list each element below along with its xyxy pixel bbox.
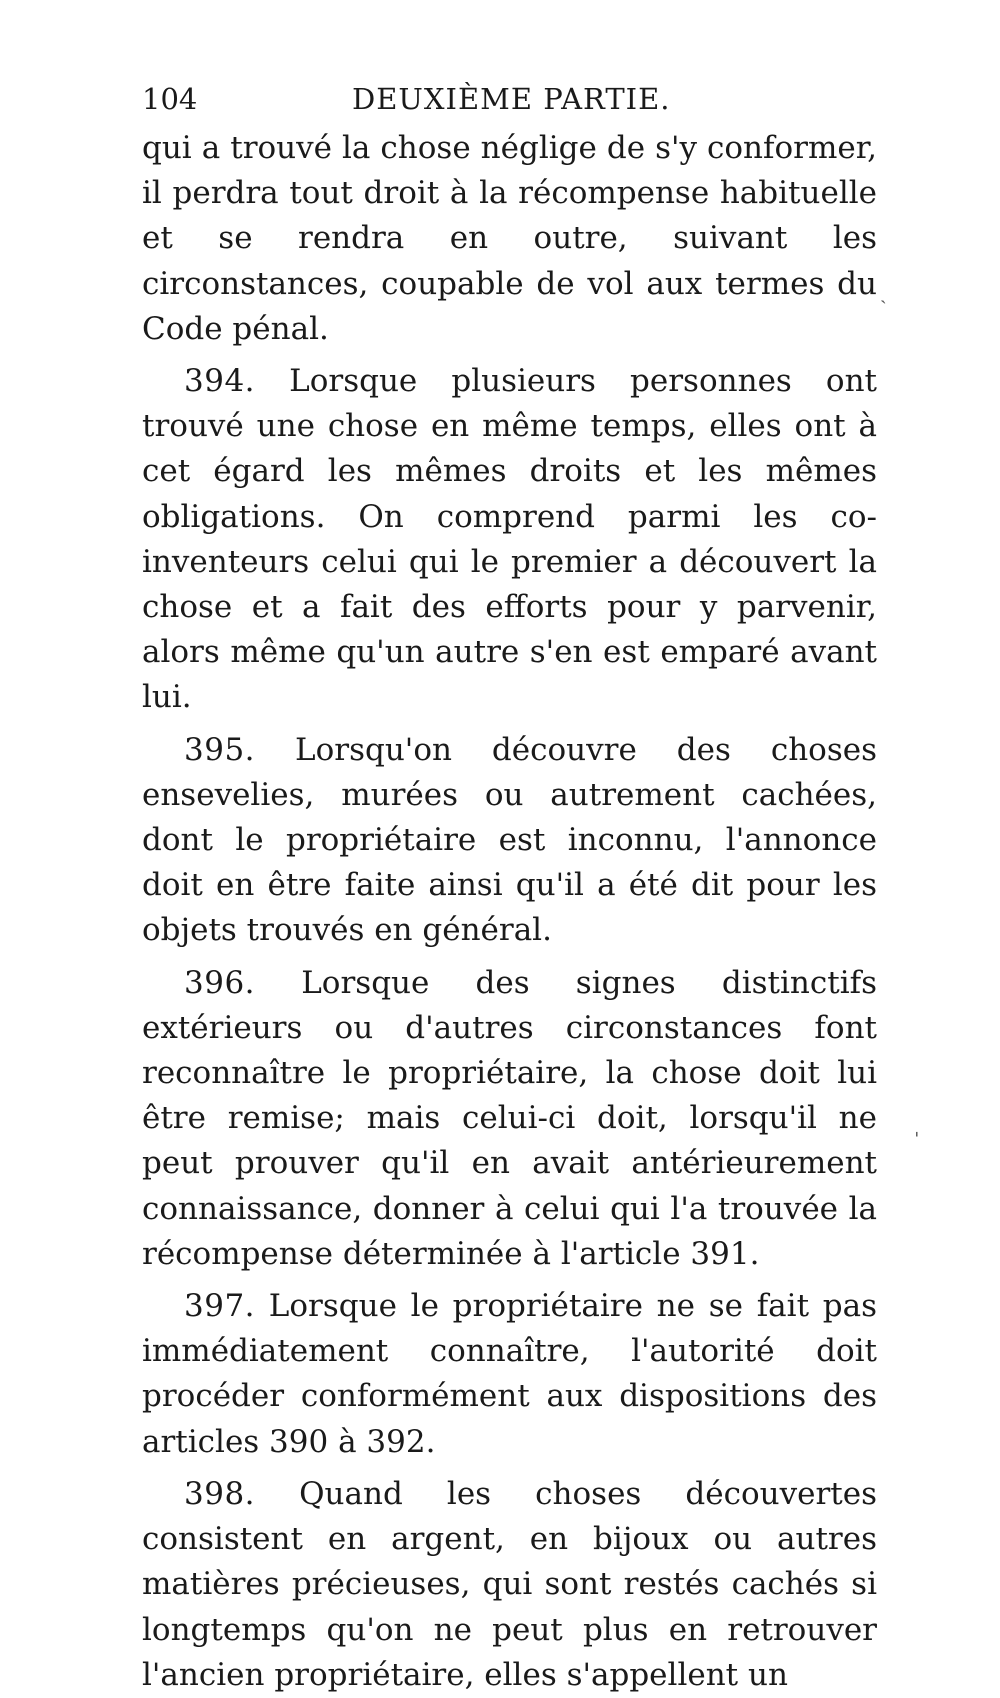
article-395	[142, 728, 877, 954]
article-number: 394.	[184, 363, 256, 400]
article-394	[142, 359, 877, 721]
article-396	[142, 961, 877, 1277]
article-398	[142, 1472, 877, 1698]
article-text: Lorsque le propriétaire ne se fait pas immédiatement connaître, l'autorité doit procéder conformément aux dispositions des articles 390 à 392.	[142, 1288, 877, 1460]
article-397	[142, 1284, 877, 1465]
article-text: Lorsque plusieurs personnes ont trouvé une chose en même temps, elles ont à cet égard les mêmes droits et les mêmes obligations. On comprend parmi les co-inventeurs celui qui le premier a découvert la chose et a fait des efforts pour y parvenir, alors même qu'un autre s'en est emparé avant lui.	[142, 363, 877, 716]
paragraph-continuation	[142, 126, 877, 352]
article-text: Lorsqu'on découvre des choses ensevelies, murées ou autrement cachées, dont le propriétaire est inconnu, l'annonce doit en être faite ainsi qu'il a été dit pour les objets trouvés en général.	[142, 731, 877, 949]
article-number: 397.	[184, 1288, 256, 1325]
article-number: 396.	[184, 964, 256, 1001]
article-number: 395.	[184, 731, 256, 768]
article-text: Quand les choses découvertes consistent en argent, en bijoux ou autres matières précieuses, qui sont restés cachés si longtemps qu'on ne peut plus en retrouver l'ancien propriétaire, elles s'appellent un	[142, 1475, 877, 1693]
paragraph-text: qui a trouvé la chose néglige de s'y conformer, il perdra tout droit à la récompense habituelle et se rendra en outre, suivant les circonstances, coupable de vol aux termes du Code pénal.	[142, 130, 877, 347]
body-text	[142, 126, 877, 1698]
article-text: Lorsque des signes distinctifs extérieurs ou d'autres circonstances font reconnaître le propriétaire, la chose doit lui être remise; mais celui-ci doit, lorsqu'il ne peut prouver qu'il en avait antérieurement connaissance, donner à celui qui l'a trouvée la récompense déterminée à l'article 391.	[142, 964, 877, 1272]
stray-ink-mark: ˈ	[914, 1128, 920, 1152]
article-number: 398.	[184, 1475, 256, 1512]
running-head	[142, 82, 882, 122]
running-title: DEUXIÈME PARTIE.	[352, 82, 671, 116]
page-number: 104	[142, 82, 198, 116]
stray-ink-mark: ˎ	[880, 280, 887, 304]
